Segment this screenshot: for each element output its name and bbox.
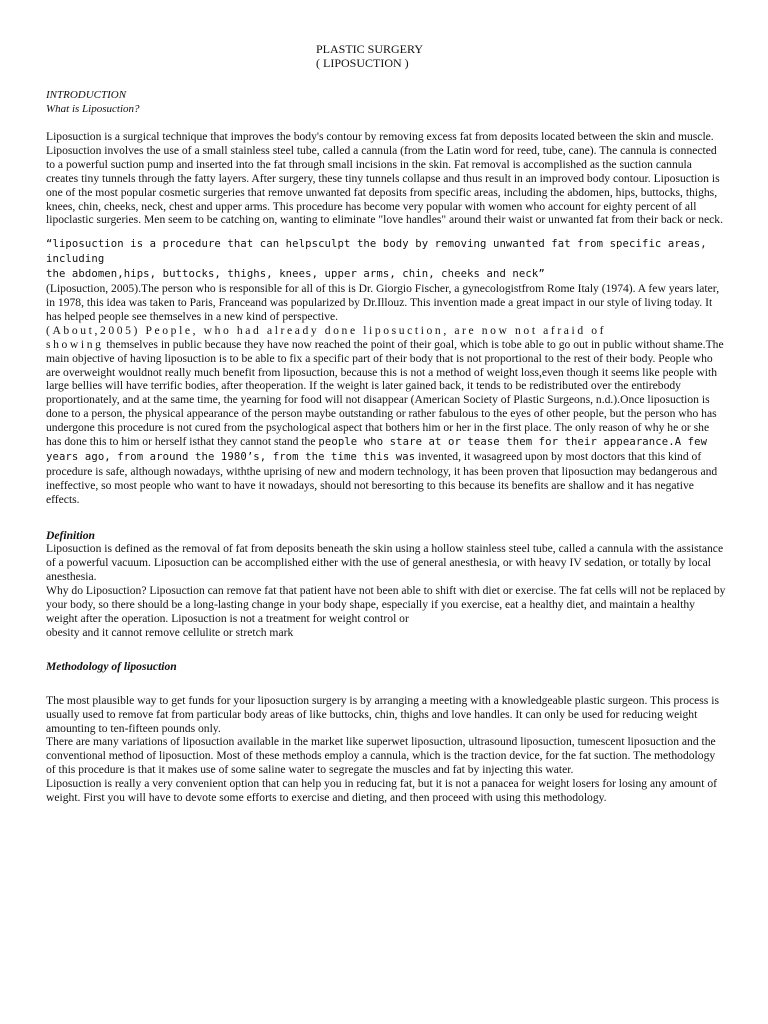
- spacer: [46, 507, 726, 529]
- history-body-b: themselves in public because they have now reached the point of their goal, which is tobe able to go out in public without shame.The main objective of having liposuction is to be able to fix a specific part of their body that is not proportional to the rest of their body. People who are overweight wouldnot really much benefit from liposuction, because this is not a method of weight loss,even though it seems like people with large bellies will have terrific bodies, after theoperation. If the weight is later gained back, it tends to be redistributed over the entirebody proportionately, and at the same time, the yearning for food will not disappear (American Society of Plastic Surgeons, n.d.).Once liposuction is done to a person, the physical appearance of the person maybe outstanding or rather fabulous to the eyes of other people, but the person who has undergone this procedure is not cured from the psychological aspect that bothers him or her in the first place. The only reason of why he or she has done this to him or herself isthat they cannot stand the: [46, 337, 724, 449]
- document-page: [46, 42, 726, 805]
- paragraph-intro: Liposuction is a surgical technique that improves the body's contour by removing excess fat from deposits located between the skin and muscle. Liposuction involves the use of a small stainless steel tube, called a cannula (from the Latin word for reed, tube, cane). The cannula is connected to a powerful suction pump and inserted into the fat through small incisions in the skin. Fat removal is accomplished as the suction cannula creates tiny tunnels through the fatty layers. After surgery, these tiny tunnels collapse and thus result in an improved body contour. Liposuction is one of the most popular cosmetic surgeries that remove unwanted fat deposits from specific areas, including the abdomen, hips, buttocks, thighs, knees, chin, cheeks, neck, chest and upper arms. This procedure has become very popular with women who account for eighty percent of all lipoclastic surgeries. Men seem to be catching on, wanting to eliminate "love handles" around their waist or unwanted fat from their back or neck.: [46, 130, 723, 227]
- definition-heading: Definition: [46, 528, 95, 542]
- methodology-paragraph-1: The most plausible way to get funds for your liposuction surgery is by arranging a meeting with a knowledgeable plastic surgeon. This process is usually used to remove fat from particular body areas of like buttocks, chin, thighs and love handles. It can only be used for reducing weight amounting to ten-fifteen pounds only.: [46, 693, 719, 735]
- methodology-heading: Methodology of liposuction: [46, 659, 177, 673]
- title-line-2: ( LIPOSUCTION ): [316, 56, 409, 70]
- spacer: [46, 116, 726, 130]
- history-body-c: invented, it wasagreed upon by most doctors that this kind of procedure is safe, although nowadays, withthe uprising of new and modern technology, it has been proven that liposuction may bedangerous and ineffective, so most people who want to have it nowadays, should not beresorting to this because its benefits are shallow and it has negative effects.: [46, 449, 718, 506]
- definition-paragraph-1: Liposuction is defined as the removal of fat from deposits beneath the skin using a hollow stainless steel tube, called a cannula with the assistance of a powerful vacuum. Liposuction can be accomplished either with the use of general anesthesia, or with heavy IV sedation, or totally by local anesthesia.: [46, 542, 724, 584]
- title-line-1: PLASTIC SURGERY: [316, 42, 424, 56]
- history-mono-c: people who stare at or tease them for their appearance.A few years ago, from around the 1980’s, from the time this was: [46, 436, 708, 463]
- spacer: [46, 640, 726, 660]
- quote-line-a: “liposuction is a procedure that can helpsculpt the body by removing unwanted fat from specific areas, including: [46, 238, 707, 266]
- paragraph-history: [46, 237, 726, 506]
- spacer: [46, 227, 726, 237]
- history-spaced-a: (About,2005) People, who had already done liposuction, are now not afraid of: [46, 323, 607, 337]
- definition-paragraph-3: obesity and it cannot remove cellulite or stretch mark: [46, 625, 294, 639]
- history-spaced-b: showing: [46, 337, 104, 351]
- document-title: [316, 42, 726, 70]
- methodology-paragraph-2: There are many variations of liposuction available in the market like superwet liposuction, ultrasound liposuction, tumescent liposuction and the conventional method of liposuction. Most of these methods employ a cannula, which is the traction device, for the fat suction. The methodology of this procedure is that it makes use of some saline water to segregate the muscles and fat by injecting this water.: [46, 735, 716, 777]
- spacer: [46, 674, 726, 694]
- intro-heading: INTRODUCTION: [46, 89, 127, 101]
- intro-block: [46, 88, 726, 116]
- definition-paragraph-2: Why do Liposuction? Liposuction can remove fat that patient have not been able to shift with diet or exercise. The fat cells will not be replaced by your body, so there should be a long-lasting change in your body shape, especially if you exercise, eat a healthy diet, and maintain a healthy weight after the operation. Liposuction is not a treatment for weight control or: [46, 584, 726, 625]
- methodology-paragraph-3: Liposuction is really a very convenient option that can help you in reducing fat, but it is not a panacea for weight losers for losing any amount of weight. First you will have to devote some efforts to exercise and dieting, and then proceed with using this methodology.: [46, 777, 717, 805]
- intro-subheading: What is Liposuction?: [46, 103, 140, 115]
- history-body-a: (Liposuction, 2005).The person who is responsible for all of this is Dr. Giorgio Fischer, a gynecologistfrom Rome Italy (1974). A few years later, in 1978, this idea was taken to Paris, Franceand was popularized by Dr.Illouz. This invention made a great impact in our style of living today. It has helped people see themselves in a new kind of perspective.: [46, 282, 720, 323]
- quote-line-b: the abdomen,hips, buttocks, thighs, knees, upper arms, chin, cheeks and neck”: [46, 268, 545, 281]
